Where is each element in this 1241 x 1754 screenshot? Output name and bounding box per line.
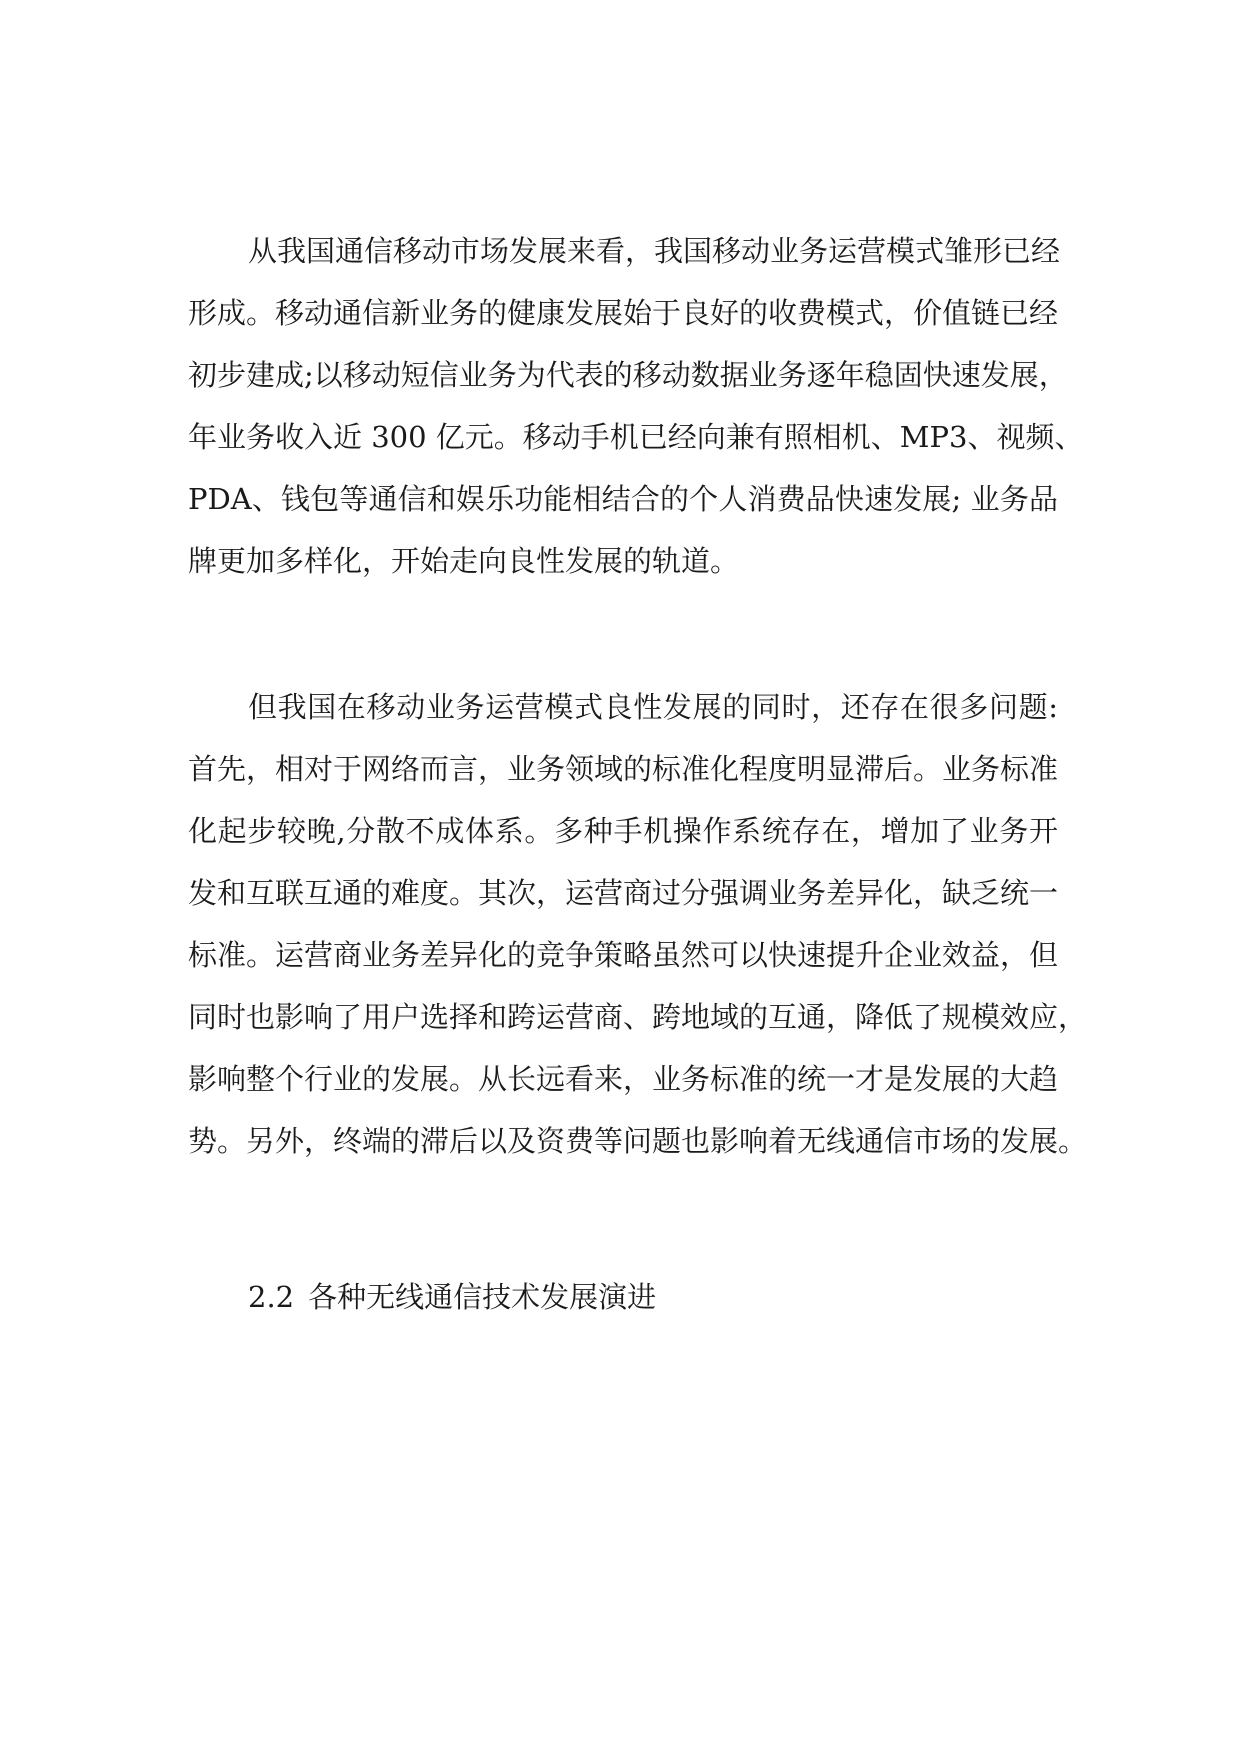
section-number: 2.2 (248, 1280, 295, 1314)
paragraph-line: PDA、钱包等通信和娱乐功能相结合的个人消费品快速发展; 业务品 (188, 482, 1058, 516)
paragraph-line: 影响整个行业的发展。从长远看来，业务标准的统一才是发展的大趋 (188, 1062, 1059, 1096)
paragraph-line: 同时也影响了用户选择和跨运营商、跨地域的互通，降低了规模效应， (188, 1000, 1088, 1034)
paragraph-line: 势。另外，终端的滞后以及资费等问题也影响着无线通信市场的发展。 (188, 1124, 1088, 1158)
paragraph-line: 发和互联互通的难度。其次，运营商过分强调业务差异化，缺乏统一 (188, 876, 1059, 910)
paragraph-line: 形成。移动通信新业务的健康发展始于良好的收费模式，价值链已经 (188, 296, 1059, 330)
section-title: 各种无线通信技术发展演进 (308, 1280, 657, 1314)
section-heading (248, 1266, 656, 1328)
paragraph-existing-problems (188, 676, 1088, 1172)
paragraph-mobile-operation-model (188, 220, 1084, 592)
paragraph-line: 首先，相对于网络而言，业务领域的标准化程度明显滞后。业务标准 (188, 752, 1059, 786)
paragraph-line: 年业务收入近 300 亿元。移动手机已经向兼有照相机、MP3、视频、 (188, 420, 1084, 454)
paragraph-line: 从我国通信移动市场发展来看，我国移动业务运营模式雏形已经 (248, 234, 1061, 268)
paragraph-line: 初步建成;以移动短信业务为代表的移动数据业务逐年稳固快速发展， (188, 358, 1068, 392)
paragraph-line: 标准。运营商业务差异化的竞争策略虽然可以快速提升企业效益，但 (188, 938, 1059, 972)
paragraph-line: 但我国在移动业务运营模式良性发展的同时，还存在很多问题: (248, 690, 1058, 724)
paragraph-line: 化起步较晚,分散不成体系。多种手机操作系统存在，增加了业务开 (188, 814, 1058, 848)
paragraph-line: 牌更加多样化，开始走向良性发展的轨道。 (188, 544, 740, 578)
